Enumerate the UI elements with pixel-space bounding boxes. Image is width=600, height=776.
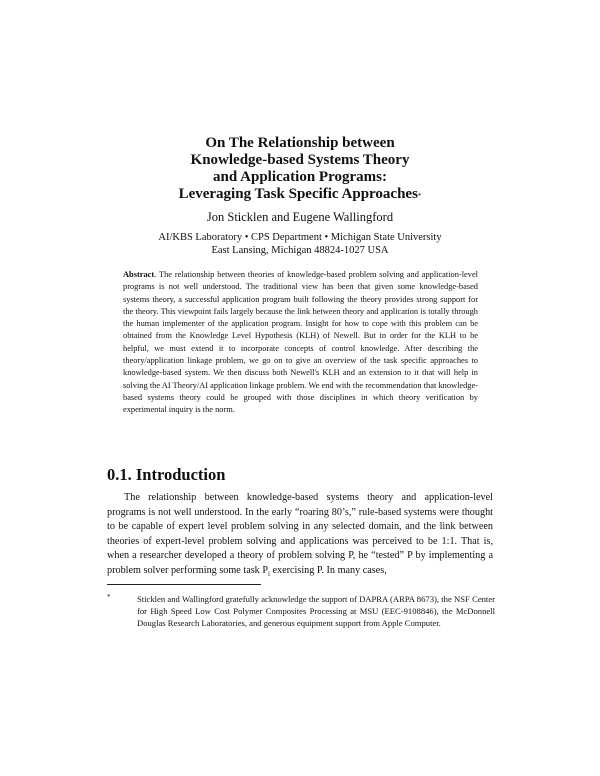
title-line-3: and Application Programs:	[213, 169, 387, 185]
abstract-text: . The relationship between theories of knowledge-based problem solving and application-level programs is not well understood. The traditional view has been that given some knowledge-based systems theory, a successful application program built following the theory provides strong support for the theory. This viewpoint fails largely because the link between theory and application is totally through the human implementer of the application program. Insight for how to cope with this problem can be obtained from the Knowledge Level Hypothesis (KLH) of Newell. But in order for the KLH to be helpful, we must extend it to incorporate concepts of control knowledge. After describing the theory/application linkage problem, we go on to give an overview of the task specific approaches to knowledge-based system. We then discuss both Newell's KLH and an extension to it that will help in solving the AI Theory/AI application linkage problem. We end with the recommendation that knowledge-based systems theory could be grouped with those disciplines in which theory verification by experimental inquiry is the norm.	[123, 270, 478, 415]
intro-text-part-2: exercising P. In many cases,	[269, 564, 387, 576]
title-line-1: On The Relationship between	[205, 135, 395, 151]
affiliation	[100, 231, 500, 257]
affiliation-line-1: AI/KBS Laboratory • CPS Department • Michigan State University	[158, 232, 442, 243]
footnote-mark: *	[107, 593, 111, 601]
title-footnote-mark: *	[417, 192, 422, 200]
affiliation-line-2: East Lansing, Michigan 48824-1027 USA	[211, 245, 389, 256]
intro-subscript: i	[268, 570, 270, 578]
section-heading-introduction: 0.1. Introduction	[107, 465, 226, 484]
paper-title	[100, 135, 500, 203]
intro-text-part-1: The relationship between knowledge-based systems theory and application-level programs is not well understood. In the early “roaring 80’s,” rule-based systems were thought to be capable of expert level problem solving in any selected domain, and the link between theories of expert-level problem solving and applications was perceived to be 1:1. That is, when a researcher developed a theory of problem solving P, he “tested” P by implementing a problem solver performing some task P	[107, 492, 493, 576]
intro-paragraph	[107, 491, 493, 582]
author-list: Jon Sticklen and Eugene Wallingford	[206, 210, 394, 224]
title-line-4	[100, 186, 500, 203]
abstract-label: Abstract	[123, 270, 155, 279]
footnote	[107, 593, 495, 630]
title-line-2: Knowledge-based Systems Theory	[190, 152, 410, 168]
footnote-divider	[107, 584, 261, 585]
footnote-text: Sticklen and Wallingford gratefully acknowledge the support of DAPRA (ARPA 8673), the NSF Center for High Speed Low Cost Polymer Composites Processing at MSU (EEC-9108846), the McDonnell Douglas Research Laboratories, and generous equipment support from Apple Computer.	[137, 594, 495, 629]
title-line-4-text: Leveraging Task Specific Approaches	[178, 186, 418, 202]
abstract	[123, 269, 478, 417]
